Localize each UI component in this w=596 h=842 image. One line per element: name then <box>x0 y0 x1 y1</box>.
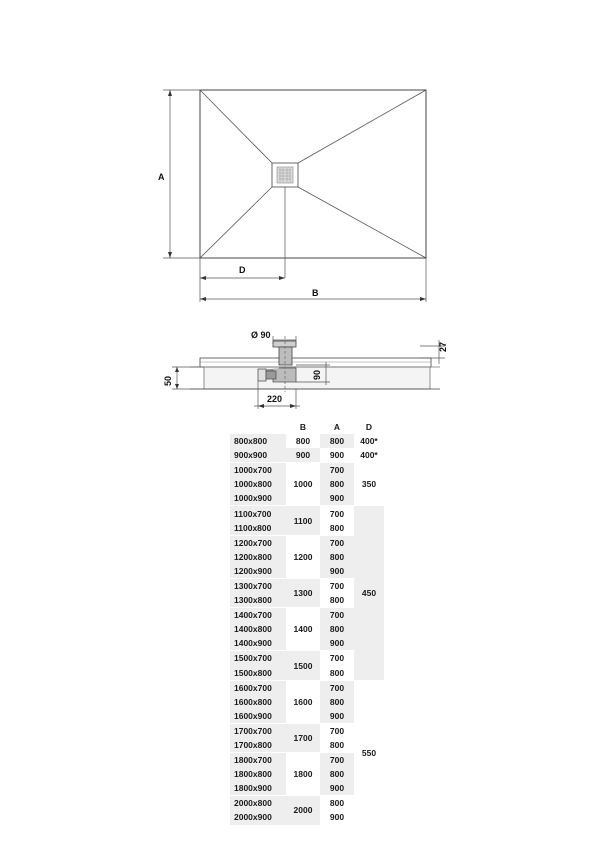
a-cell: 800 <box>320 695 354 709</box>
table-row <box>230 463 384 478</box>
tray-section <box>200 358 431 367</box>
size-cell: 1000x800 <box>230 477 286 491</box>
size-cell: 1400x700 <box>230 608 286 623</box>
table-row <box>230 506 384 521</box>
drain-grate-icon <box>277 167 293 183</box>
label-27: 27 <box>438 341 448 352</box>
label-a: A <box>158 172 165 182</box>
size-cell: 2000x800 <box>230 796 286 811</box>
a-cell: 800 <box>320 767 354 781</box>
a-cell: 700 <box>320 651 354 666</box>
b-cell: 1700 <box>286 723 320 752</box>
size-cell: 1400x900 <box>230 636 286 651</box>
table-row <box>230 680 384 695</box>
dimension-50 <box>172 367 204 389</box>
size-cell: 1400x800 <box>230 622 286 636</box>
a-cell: 900 <box>320 636 354 651</box>
d-cell: 450 <box>354 506 384 680</box>
slope-line <box>200 187 272 258</box>
b-cell: 900 <box>286 448 320 463</box>
b-cell: 1800 <box>286 753 320 796</box>
table-header-row <box>230 420 384 434</box>
size-cell: 1500x800 <box>230 666 286 681</box>
d-cell: 400* <box>360 450 378 461</box>
size-cell: 1100x800 <box>230 521 286 536</box>
header-d: D <box>365 422 373 432</box>
size-cell: 1500x700 <box>230 651 286 666</box>
size-cell: 800x800 <box>230 434 286 448</box>
a-cell: 800 <box>320 796 354 811</box>
a-cell: 900 <box>320 781 354 796</box>
label-50: 50 <box>163 375 173 386</box>
d-cell: 350 <box>354 463 384 506</box>
b-cell: 1300 <box>286 578 320 607</box>
b-cell: 1100 <box>286 506 320 535</box>
a-cell: 900 <box>320 709 354 724</box>
size-cell: 1200x900 <box>230 564 286 579</box>
a-cell: 700 <box>320 608 354 623</box>
b-cell: 1500 <box>286 651 320 680</box>
label-b: B <box>312 288 319 298</box>
size-cell: 1200x700 <box>230 535 286 550</box>
label-90: 90 <box>312 369 322 380</box>
a-cell: 800 <box>320 434 354 448</box>
label-220: 220 <box>267 394 283 404</box>
label-diameter: Ø 90 <box>251 330 271 340</box>
size-cell: 1000x900 <box>230 491 286 506</box>
size-cell: 1300x700 <box>230 578 286 593</box>
size-cell: 1300x800 <box>230 593 286 608</box>
header-b: B <box>299 422 307 432</box>
a-cell: 800 <box>320 477 354 491</box>
size-cell: 1100x700 <box>230 506 286 521</box>
slope-line <box>298 90 426 163</box>
size-cell: 1800x800 <box>230 767 286 781</box>
a-cell: 800 <box>329 740 345 751</box>
slope-line <box>298 187 426 258</box>
size-cell: 1700x700 <box>230 723 286 738</box>
top-view <box>200 90 426 278</box>
b-cell: 1200 <box>286 535 320 578</box>
a-cell: 800 <box>329 595 345 606</box>
b-cell: 2000 <box>286 796 320 825</box>
a-cell: 700 <box>320 723 354 738</box>
size-cell: 1600x700 <box>230 680 286 695</box>
size-cell: 1000x700 <box>230 463 286 478</box>
d-cell: 400* <box>360 436 378 447</box>
size-cell: 1800x900 <box>230 781 286 796</box>
header-a: A <box>333 422 341 432</box>
tray-outline <box>200 90 426 258</box>
a-cell: 700 <box>320 535 354 550</box>
a-cell: 800 <box>329 522 345 533</box>
size-cell: 1200x800 <box>230 550 286 564</box>
section-view <box>190 336 440 392</box>
b-cell: 800 <box>295 436 311 447</box>
sizes-table <box>230 420 384 825</box>
a-cell: 900 <box>329 450 345 461</box>
a-cell: 700 <box>320 680 354 695</box>
b-cell: 1400 <box>286 608 320 651</box>
a-cell: 900 <box>320 491 354 506</box>
a-cell: 800 <box>320 622 354 636</box>
b-cell: 1600 <box>286 680 320 723</box>
size-cell: 1700x800 <box>230 738 286 753</box>
drain-body <box>273 341 296 347</box>
size-cell: 1800x700 <box>230 753 286 768</box>
size-cell: 2000x900 <box>230 810 286 824</box>
table-row <box>230 434 384 448</box>
table-row <box>230 448 384 463</box>
dimension-a <box>163 90 200 258</box>
a-cell: 700 <box>320 506 354 521</box>
d-cell: 550 <box>354 680 384 824</box>
size-cell: 1600x900 <box>230 709 286 724</box>
size-cell: 1600x800 <box>230 695 286 709</box>
table-body <box>230 434 384 825</box>
b-cell: 1000 <box>286 463 320 506</box>
a-cell: 900 <box>320 564 354 579</box>
slope-line <box>200 90 272 163</box>
a-cell: 800 <box>329 667 345 678</box>
a-cell: 900 <box>329 812 345 823</box>
a-cell: 700 <box>320 463 354 478</box>
a-cell: 700 <box>320 753 354 768</box>
size-cell: 900x900 <box>230 448 286 463</box>
a-cell: 700 <box>320 578 354 593</box>
label-d: D <box>239 265 246 275</box>
a-cell: 800 <box>320 550 354 564</box>
